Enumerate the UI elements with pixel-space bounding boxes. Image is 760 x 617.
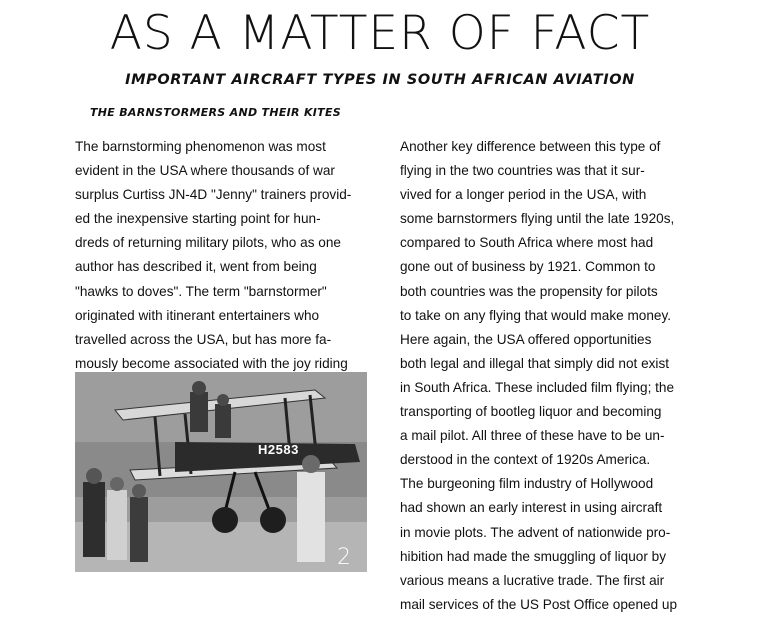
text-line: The burgeoning film industry of Hollywood [400, 476, 654, 492]
text-line: transporting of bootleg liquor and becoming [400, 404, 662, 420]
text-line: in movie plots. The advent of nationwide pro- [400, 524, 671, 540]
text-line: evident in the USA where thousands of war [75, 163, 335, 179]
text-line: travelled across the USA, but has more fa- [75, 331, 332, 347]
text-line: The barnstorming phenomenon was most [75, 139, 326, 154]
page-title: AS A MATTER OF FACT [109, 6, 651, 61]
text-line: various means a lucrative trade. The first air [400, 572, 665, 588]
text-line: some barnstormers flying until the late 1920s, [400, 211, 675, 227]
text-line: surplus Curtiss JN-4D "Jenny" trainers provid- [75, 187, 352, 203]
text-line: ed the inexpensive starting point for hun- [75, 211, 321, 227]
section-heading: THE BARNSTORMERS AND THEIR KITES [90, 106, 342, 119]
text-line: derstood in the context of 1920s America. [400, 452, 651, 468]
photo-number: 2 [337, 545, 351, 570]
text-line: Here again, the USA offered opportunities [400, 331, 652, 347]
text-line: both legal and illegal that simply did not exist [400, 355, 670, 371]
text-line: gone out of business by 1921. Common to [400, 259, 656, 275]
text-line: a mail pilot. All three of these have to be un- [400, 428, 665, 444]
text-line: to take on any flying that would make money. [400, 307, 672, 323]
text-line: Another key difference between this type of [400, 139, 661, 154]
text-line: in South Africa. These included film flying; the [400, 379, 675, 395]
page-subtitle: IMPORTANT AIRCRAFT TYPES IN SOUTH AFRICAN AVIATION [125, 72, 635, 88]
text-line: author has described it, went from being [75, 259, 317, 275]
text-line: both countries was the propensity for pilots [400, 283, 658, 299]
text-line: vived for a longer period in the USA, with [400, 187, 647, 203]
text-line: originated with itinerant entertainers who [75, 307, 320, 323]
text-line: "hawks to doves". The term "barnstormer" [75, 283, 327, 299]
right-column [400, 135, 690, 617]
text-line: hibition had made the smuggling of liquor by [400, 548, 667, 564]
aircraft-registration: H2583 [258, 442, 299, 457]
text-line: dreds of returning military pilots, who as one [75, 235, 341, 251]
left-column [75, 135, 365, 376]
text-line: mail services of the US Post Office opened up [400, 596, 678, 612]
biplane-photo [75, 372, 367, 572]
text-line: mously become associated with the joy riding [75, 355, 348, 371]
biplane-illustration [75, 372, 367, 572]
text-line: compared to South Africa where most had [400, 235, 654, 251]
text-line: flying in the two countries was that it sur- [400, 163, 645, 179]
text-line: had shown an early interest in using aircraft [400, 500, 663, 516]
